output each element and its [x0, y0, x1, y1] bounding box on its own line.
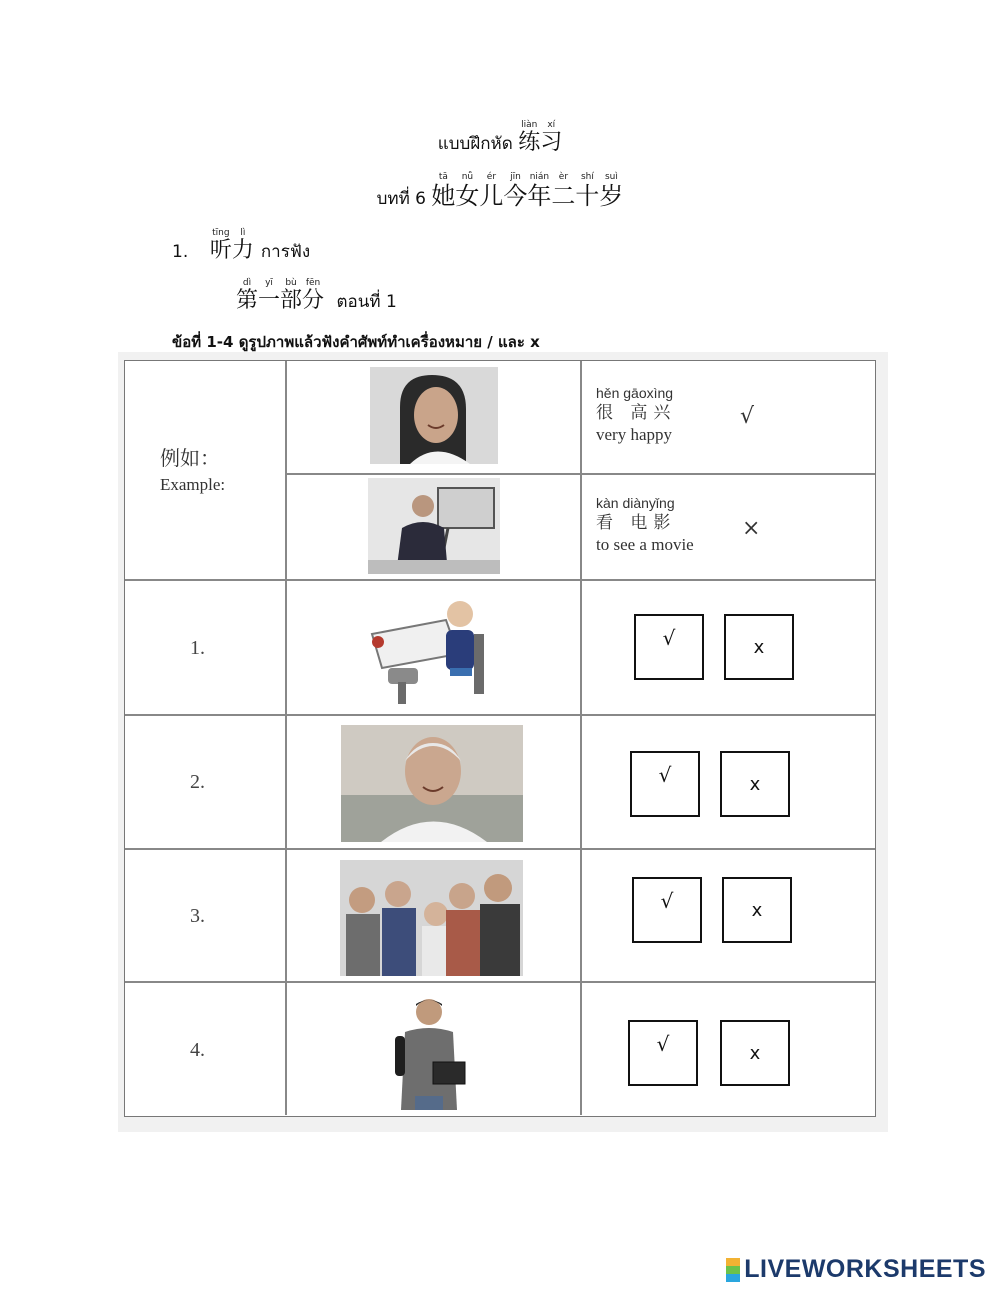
row-divider	[125, 981, 875, 983]
row-divider	[125, 579, 875, 581]
q1-check-box[interactable]: √	[634, 614, 704, 680]
lesson-thai: บทที่ 6	[376, 189, 427, 209]
question-1-picture	[362, 594, 504, 706]
lesson-chinese: 她tā女nǚ儿ér今jīn年nián二èr十shí岁suì	[431, 172, 624, 210]
logo-icon	[726, 1258, 740, 1282]
logo-block	[726, 1274, 740, 1282]
question-3-picture	[340, 860, 523, 976]
example-cross-mark: ×	[742, 516, 761, 541]
q2-cross-box[interactable]: x	[720, 751, 790, 817]
row-divider	[125, 714, 875, 716]
example-picture-movie	[368, 478, 500, 574]
q4-check-box[interactable]: √	[628, 1020, 698, 1086]
instruction-text: ข้อที่ 1-4 ดูรูปภาพแล้วฟังคำศัพท์ทำเครื่องหมาย / และ x	[172, 333, 540, 351]
question-number: 3.	[190, 905, 205, 927]
example-vocab-2: kàn diànyǐng 看 电影 to see a movie	[596, 495, 694, 555]
lesson-title	[0, 172, 1000, 212]
part-heading	[236, 278, 397, 315]
worksheet-title	[0, 120, 1000, 157]
part-chinese: 第dì一yī部bù分fēn	[236, 278, 325, 313]
q1-cross-box[interactable]: x	[724, 614, 794, 680]
question-number: 4.	[190, 1039, 205, 1061]
example-check-mark: √	[740, 404, 755, 429]
logo-block	[726, 1266, 740, 1274]
section-heading	[172, 228, 310, 265]
question-number: 2.	[190, 771, 205, 793]
part-thai: ตอนที่ 1	[336, 292, 397, 312]
question-2-picture	[341, 725, 523, 842]
q3-check-box[interactable]: √	[632, 877, 702, 943]
row-divider	[125, 848, 875, 850]
logo-block	[726, 1258, 740, 1266]
title-chinese: 练liàn习xí	[518, 120, 563, 155]
example-label: 例如： Example:	[160, 446, 226, 494]
liveworksheets-logo	[726, 1255, 986, 1284]
section-chinese: 听tīng力lì	[209, 228, 254, 263]
section-thai: การฟัง	[260, 242, 311, 262]
section-number: 1.	[172, 242, 189, 262]
question-4-picture	[385, 996, 471, 1110]
q4-cross-box[interactable]: x	[720, 1020, 790, 1086]
question-number: 1.	[190, 637, 205, 659]
example-vocab-1: hěn gāoxìng 很 高兴 very happy	[596, 385, 677, 445]
example-picture-happy-girl	[370, 367, 498, 464]
row-divider	[285, 473, 875, 475]
q3-cross-box[interactable]: x	[722, 877, 792, 943]
title-thai: แบบฝึกหัด	[437, 134, 513, 154]
q2-check-box[interactable]: √	[630, 751, 700, 817]
logo-text: LIVEWORKSHEETS	[744, 1255, 986, 1283]
